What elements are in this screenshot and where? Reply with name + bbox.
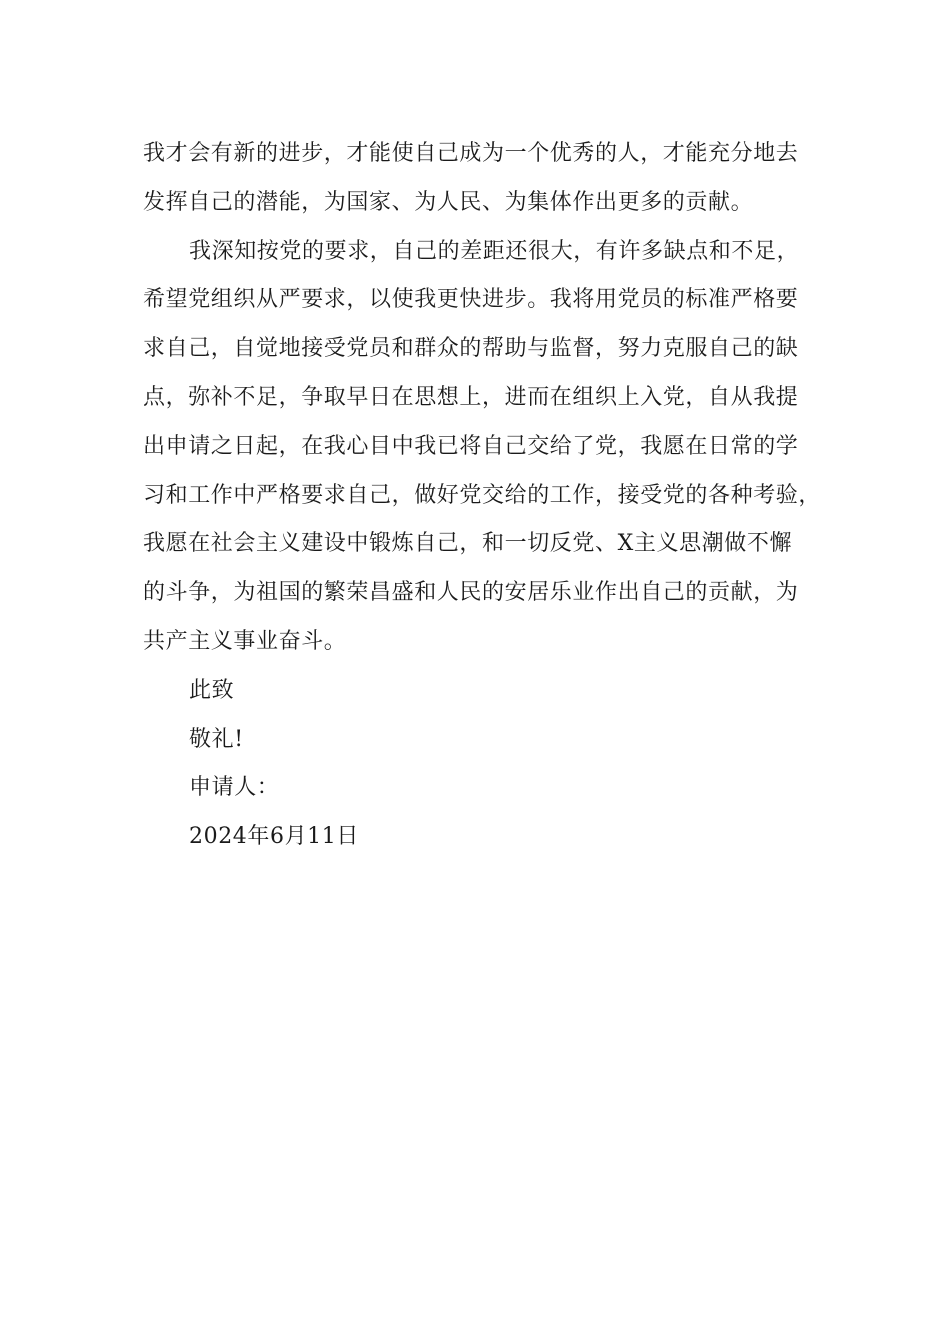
- applicant-label: 申请人：: [189, 775, 280, 801]
- paragraph-2-line-2: 希望党组织从严要求，以使我更快进步。我将用党员的标准严格要: [143, 287, 799, 313]
- paragraph-1-line-1: 我才会有新的进步，才能使自己成为一个优秀的人，才能充分地去: [143, 141, 799, 166]
- paragraph-1-line-2: 发挥自己的潜能，为国家、为人民、为集体作出更多的贡献。: [143, 189, 754, 215]
- document-body: [143, 130, 843, 862]
- paragraph-2-line-4: 点，弥补不足，争取早日在思想上，进而在组织上入党，自从我提: [143, 384, 799, 410]
- paragraph-2-line-9: 共产主义事业奋斗。: [143, 628, 347, 654]
- paragraph-2-line-7: 我愿在社会主义建设中锻炼自己，和一切反党、X主义思潮做不懈: [143, 531, 793, 557]
- salute-text: 敬礼!: [189, 726, 244, 752]
- paragraph-2-line-8: 的斗争，为祖国的繁荣昌盛和人民的安居乐业作出自己的贡献，为: [143, 580, 799, 606]
- date-text: 2024年6月11日: [189, 824, 359, 850]
- paragraph-2-line-3: 求自己，自觉地接受党员和群众的帮助与监督，努力克服自己的缺: [143, 336, 799, 362]
- paragraph-2-line-1: 我深知按党的要求，自己的差距还很大，有许多缺点和不足，: [189, 238, 800, 264]
- paragraph-2-line-5: 出申请之日起，在我心目中我已将自己交给了党，我愿在日常的学: [143, 433, 799, 459]
- closing-text: 此致: [189, 677, 235, 703]
- paragraph-2-line-6: 习和工作中严格要求自己，做好党交给的工作，接受党的各种考验，: [143, 482, 822, 508]
